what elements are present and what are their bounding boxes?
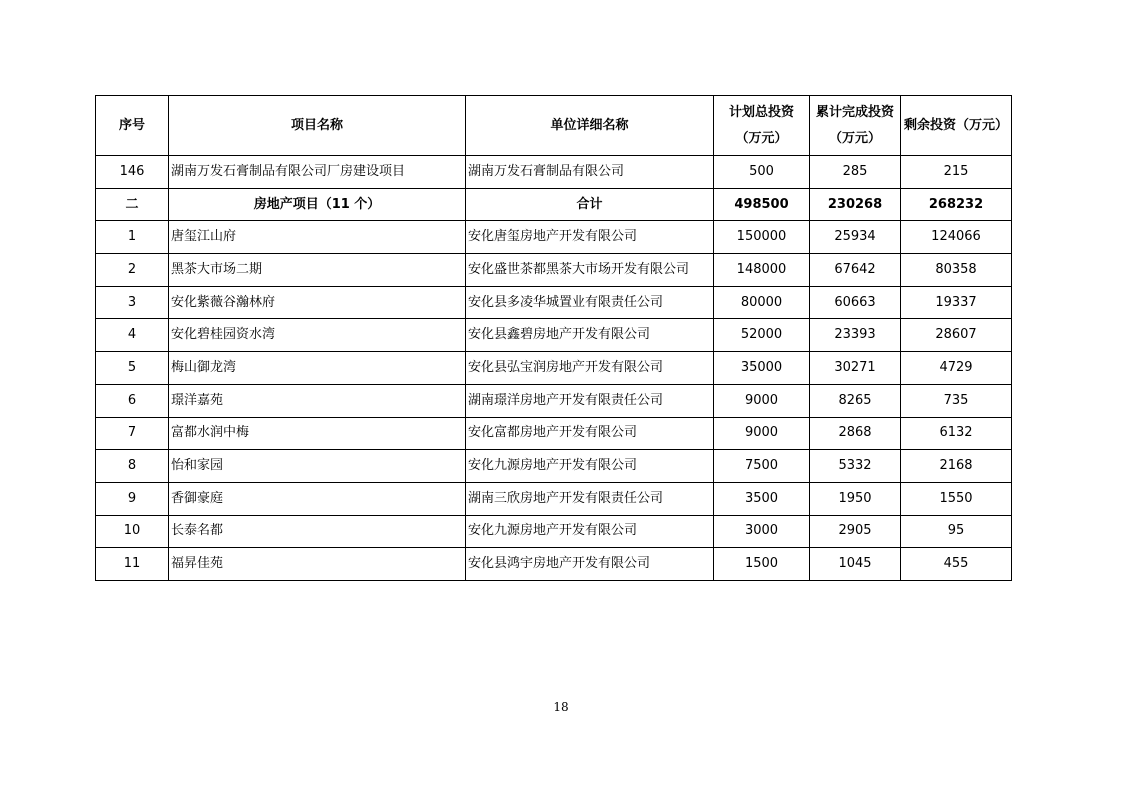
cell-remaining: 124066 [901, 221, 1012, 254]
cell-planned: 1500 [714, 548, 810, 581]
cell-completed: 30271 [810, 352, 901, 385]
table-row [96, 221, 1012, 254]
cell-project: 安化紫薇谷瀚林府 [169, 286, 466, 319]
cell-planned: 9000 [714, 384, 810, 417]
cell-completed: 25934 [810, 221, 901, 254]
cell-planned: 52000 [714, 319, 810, 352]
cell-planned: 80000 [714, 286, 810, 319]
cell-completed: 5332 [810, 450, 901, 483]
header-seq: 序号 [96, 96, 169, 156]
header-planned-line2: （万元） [735, 130, 788, 146]
cell-seq: 二 [96, 188, 169, 221]
cell-planned: 3500 [714, 482, 810, 515]
cell-seq: 3 [96, 286, 169, 319]
cell-remaining: 4729 [901, 352, 1012, 385]
cell-remaining: 215 [901, 156, 1012, 189]
cell-remaining: 1550 [901, 482, 1012, 515]
cell-unit: 安化唐玺房地产开发有限公司 [466, 221, 714, 254]
cell-unit: 安化盛世茶都黑茶大市场开发有限公司 [466, 254, 714, 287]
cell-project: 黑茶大市场二期 [169, 254, 466, 287]
cell-remaining: 268232 [901, 188, 1012, 221]
header-completed-line2: （万元） [828, 130, 881, 146]
cell-remaining: 80358 [901, 254, 1012, 287]
cell-project: 房地产项目（11 个） [169, 188, 466, 221]
table-row [96, 482, 1012, 515]
cell-project: 湖南万发石膏制品有限公司厂房建设项目 [169, 156, 466, 189]
cell-seq: 10 [96, 515, 169, 548]
cell-project: 香御豪庭 [169, 482, 466, 515]
cell-remaining: 6132 [901, 417, 1012, 450]
cell-completed: 2868 [810, 417, 901, 450]
cell-seq: 8 [96, 450, 169, 483]
cell-seq: 1 [96, 221, 169, 254]
cell-remaining: 2168 [901, 450, 1012, 483]
cell-project: 安化碧桂园资水湾 [169, 319, 466, 352]
header-planned-investment [714, 96, 810, 156]
header-remaining-investment: 剩余投资（万元） [901, 96, 1012, 156]
cell-unit: 合计 [466, 188, 714, 221]
cell-seq: 11 [96, 548, 169, 581]
table-row [96, 286, 1012, 319]
cell-seq: 9 [96, 482, 169, 515]
cell-completed: 8265 [810, 384, 901, 417]
cell-unit: 安化九源房地产开发有限公司 [466, 515, 714, 548]
cell-remaining: 95 [901, 515, 1012, 548]
cell-completed: 285 [810, 156, 901, 189]
cell-unit: 安化九源房地产开发有限公司 [466, 450, 714, 483]
cell-planned: 148000 [714, 254, 810, 287]
table-header-row [96, 96, 1012, 156]
cell-completed: 60663 [810, 286, 901, 319]
table-row [96, 548, 1012, 581]
cell-seq: 5 [96, 352, 169, 385]
cell-completed: 1950 [810, 482, 901, 515]
subtotal-row [96, 188, 1012, 221]
cell-planned: 3000 [714, 515, 810, 548]
cell-unit: 湖南万发石膏制品有限公司 [466, 156, 714, 189]
cell-planned: 498500 [714, 188, 810, 221]
cell-unit: 安化县鑫碧房地产开发有限公司 [466, 319, 714, 352]
cell-seq: 7 [96, 417, 169, 450]
cell-project: 富都水润中梅 [169, 417, 466, 450]
cell-project: 唐玺江山府 [169, 221, 466, 254]
cell-remaining: 28607 [901, 319, 1012, 352]
cell-completed: 230268 [810, 188, 901, 221]
cell-seq: 4 [96, 319, 169, 352]
header-completed-investment [810, 96, 901, 156]
cell-unit: 安化县鸿宇房地产开发有限公司 [466, 548, 714, 581]
header-unit-name: 单位详细名称 [466, 96, 714, 156]
cell-planned: 7500 [714, 450, 810, 483]
table-row [96, 450, 1012, 483]
table-row [96, 417, 1012, 450]
cell-unit: 湖南三欣房地产开发有限责任公司 [466, 482, 714, 515]
table-row [96, 319, 1012, 352]
investment-table [95, 95, 1012, 581]
table-row [96, 352, 1012, 385]
cell-project: 长泰名都 [169, 515, 466, 548]
page-number: 18 [553, 700, 569, 714]
cell-remaining: 455 [901, 548, 1012, 581]
cell-planned: 35000 [714, 352, 810, 385]
cell-project: 福昇佳苑 [169, 548, 466, 581]
cell-planned: 9000 [714, 417, 810, 450]
cell-unit: 湖南璟洋房地产开发有限责任公司 [466, 384, 714, 417]
table-row [96, 384, 1012, 417]
cell-remaining: 19337 [901, 286, 1012, 319]
cell-project: 梅山御龙湾 [169, 352, 466, 385]
cell-seq: 6 [96, 384, 169, 417]
header-project-name: 项目名称 [169, 96, 466, 156]
cell-project: 璟洋嘉苑 [169, 384, 466, 417]
cell-completed: 1045 [810, 548, 901, 581]
cell-project: 怡和家园 [169, 450, 466, 483]
cell-planned: 500 [714, 156, 810, 189]
table-row [96, 515, 1012, 548]
cell-unit: 安化县弘宝润房地产开发有限公司 [466, 352, 714, 385]
cell-remaining: 735 [901, 384, 1012, 417]
cell-planned: 150000 [714, 221, 810, 254]
cell-seq: 146 [96, 156, 169, 189]
table-row [96, 156, 1012, 189]
cell-completed: 2905 [810, 515, 901, 548]
cell-unit: 安化富都房地产开发有限公司 [466, 417, 714, 450]
cell-completed: 67642 [810, 254, 901, 287]
header-completed-line1: 累计完成投资 [815, 104, 894, 120]
cell-unit: 安化县多凌华城置业有限责任公司 [466, 286, 714, 319]
cell-seq: 2 [96, 254, 169, 287]
header-planned-line1: 计划总投资 [728, 104, 794, 120]
cell-completed: 23393 [810, 319, 901, 352]
table-row [96, 254, 1012, 287]
